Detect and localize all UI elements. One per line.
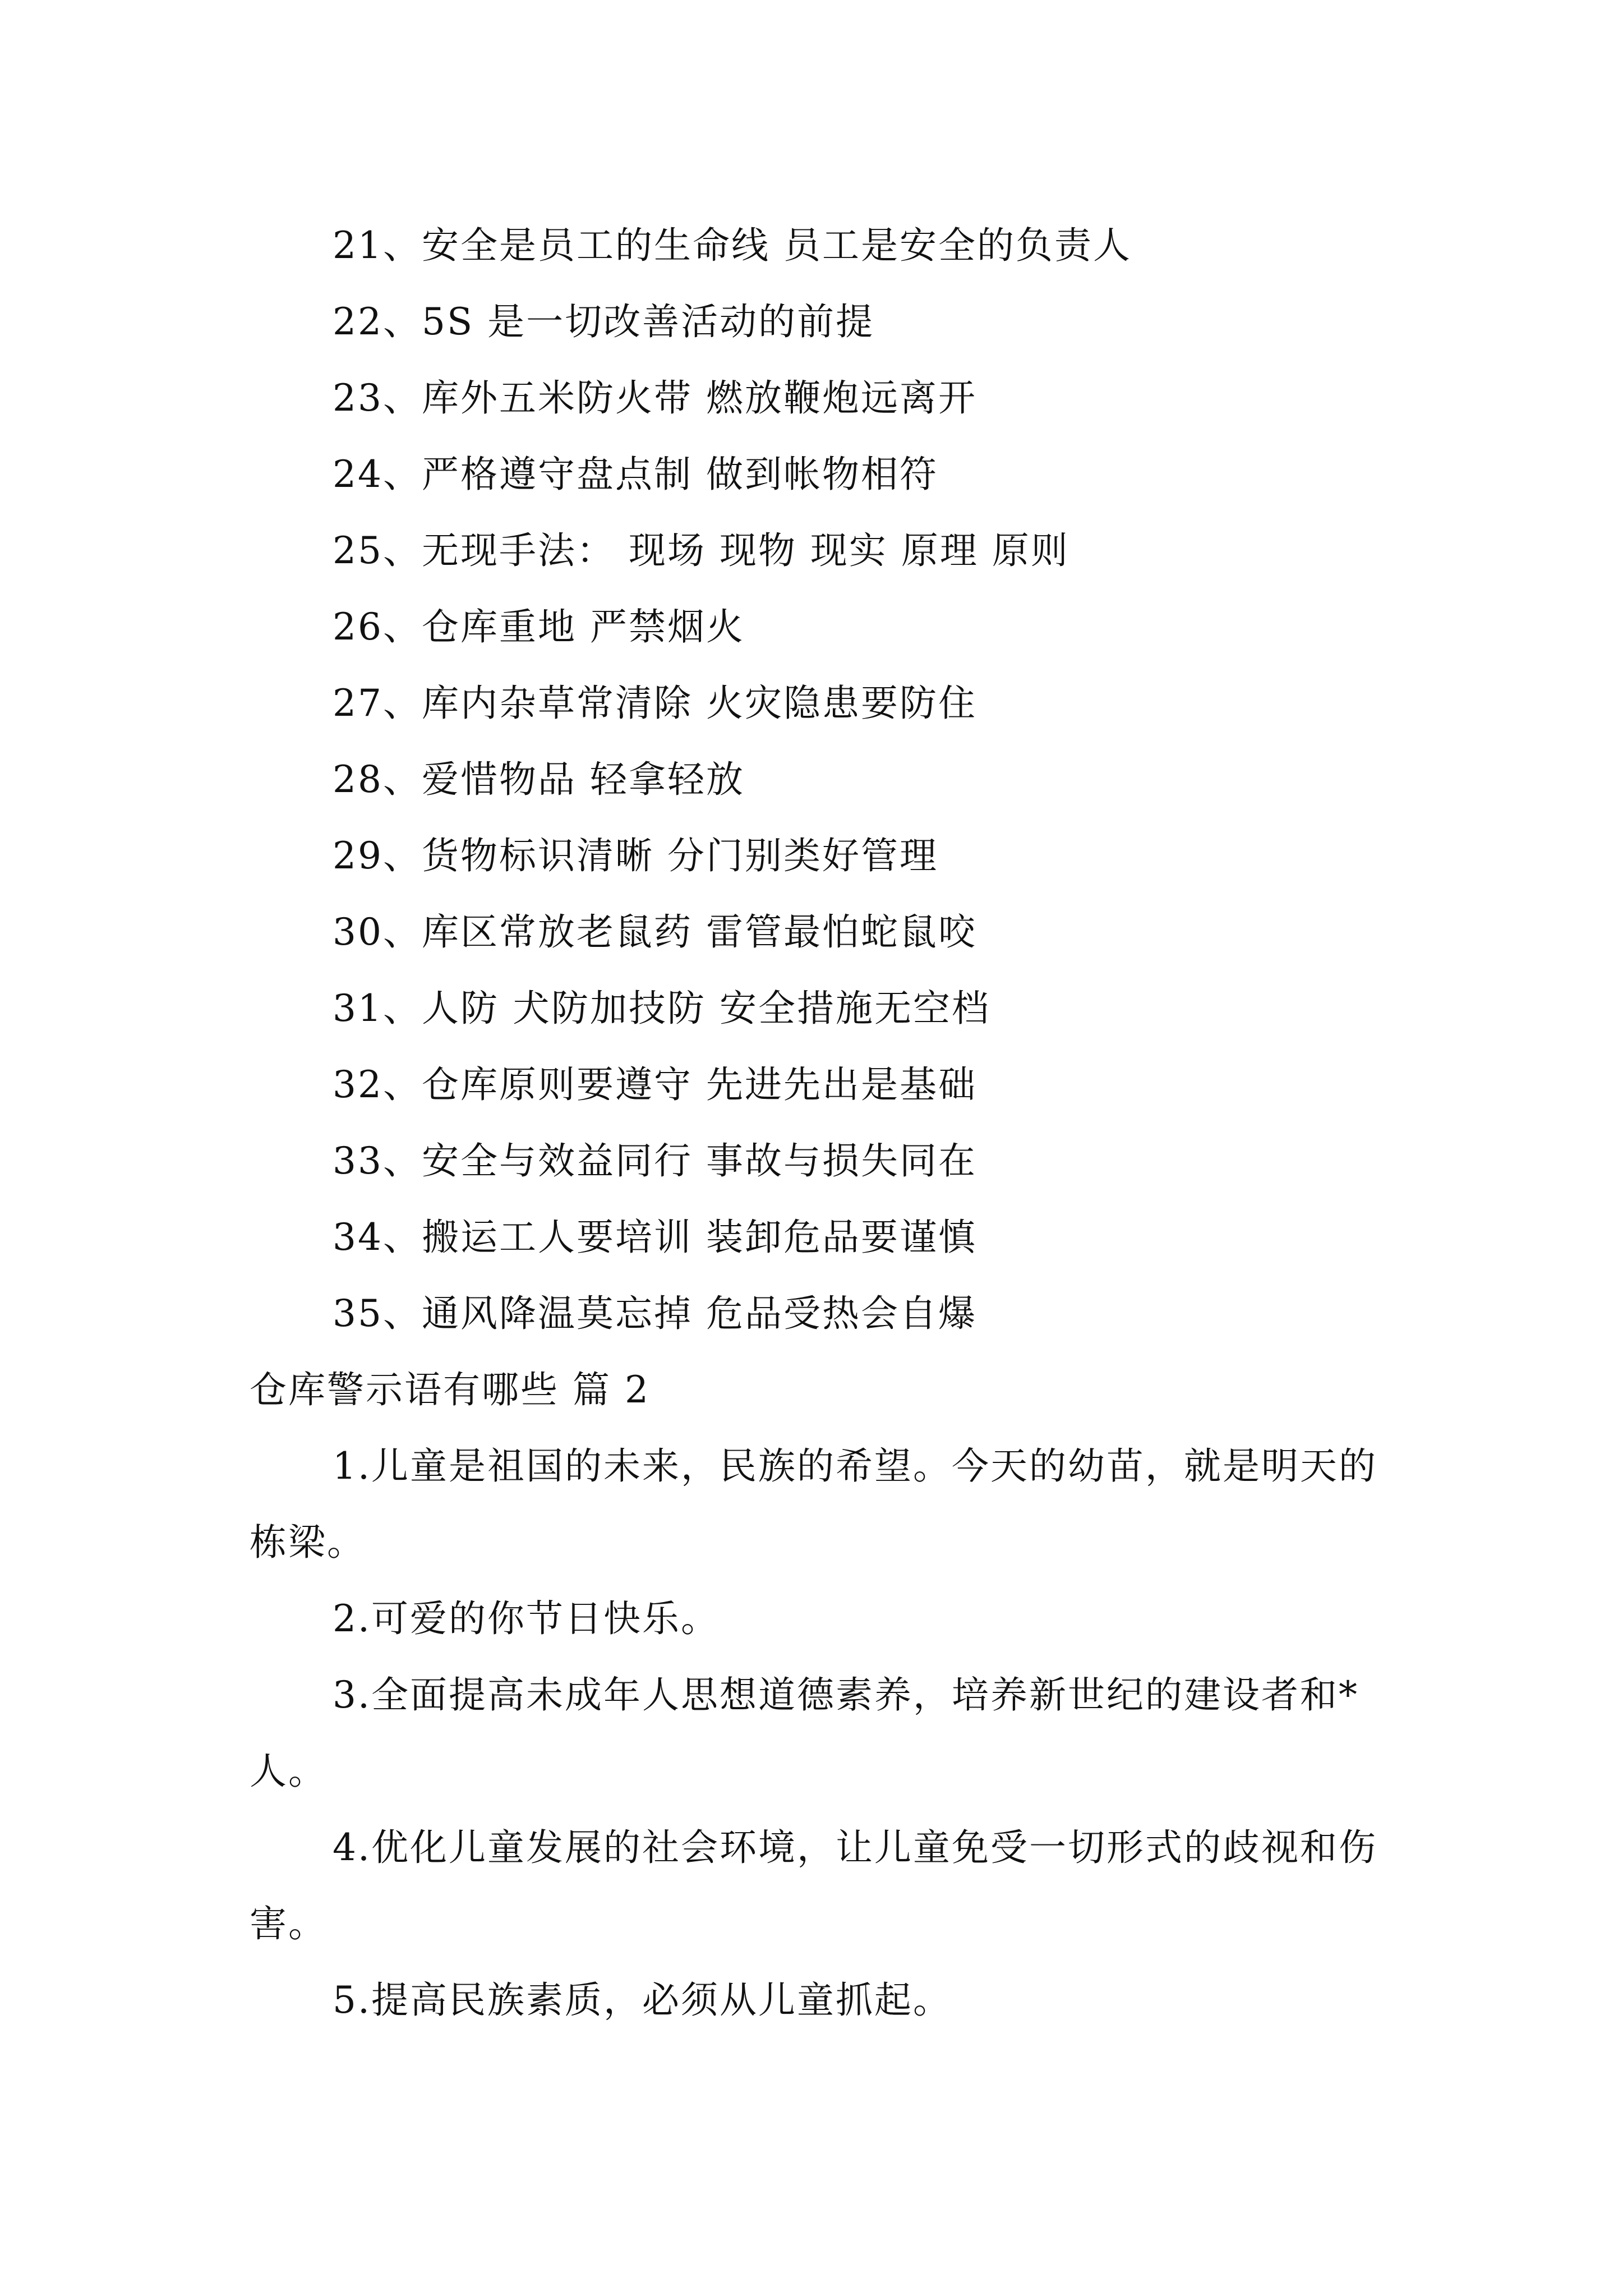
slogan-item: 23、库外五米防火带 燃放鞭炮远离开: [333, 376, 977, 420]
slogan-item: 25、无现手法： 现场 现物 现实 原理 原则: [333, 529, 1069, 572]
slogan-item: 24、严格遵守盘点制 做到帐物相符: [333, 453, 938, 496]
slogan-item: 30、库区常放老鼠药 雷管最怕蛇鼠咬: [333, 910, 977, 954]
slogan-item: 26、仓库重地 严禁烟火: [333, 605, 745, 648]
paragraph-list: [250, 1428, 1382, 2039]
slogan-item: 33、安全与效益同行 事故与损失同在: [333, 1139, 977, 1182]
slogan-item: 22、5S 是一切改善活动的前提: [333, 300, 875, 343]
slogan-item: 27、库内杂草常清除 火灾隐患要防住: [333, 682, 977, 725]
paragraph: 1.儿童是祖国的未来，民族的希望。今天的幼苗，就是明天的栋梁。: [250, 1444, 1377, 1564]
slogan-item: 31、人防 犬防加技防 安全措施无空档: [333, 987, 990, 1030]
slogan-item: 32、仓库原则要遵守 先进先出是基础: [333, 1063, 977, 1106]
slogan-item: 34、搬运工人要培训 装卸危品要谨慎: [333, 1216, 977, 1259]
slogan-list: [250, 208, 1382, 1352]
slogan-item: 21、安全是员工的生命线 员工是安全的负责人: [333, 224, 1132, 267]
paragraph: 2.可爱的你节日快乐。: [333, 1597, 720, 1640]
paragraph: 3.全面提高未成年人思想道德素养，培养新世纪的建设者和*人。: [250, 1673, 1359, 1793]
slogan-item: 35、通风降温莫忘掉 危品受热会自爆: [333, 1292, 977, 1335]
slogan-item: 28、爱惜物品 轻拿轻放: [333, 758, 745, 801]
section-heading: 仓库警示语有哪些 篇 2: [250, 1368, 650, 1411]
paragraph: 4.优化儿童发展的社会环境，让儿童免受一切形式的歧视和伤害。: [250, 1826, 1377, 1945]
document-body: [250, 208, 1382, 2039]
slogan-item: 29、货物标识清晰 分门别类好管理: [333, 834, 938, 877]
paragraph: 5.提高民族素质，必须从儿童抓起。: [333, 1978, 952, 2022]
